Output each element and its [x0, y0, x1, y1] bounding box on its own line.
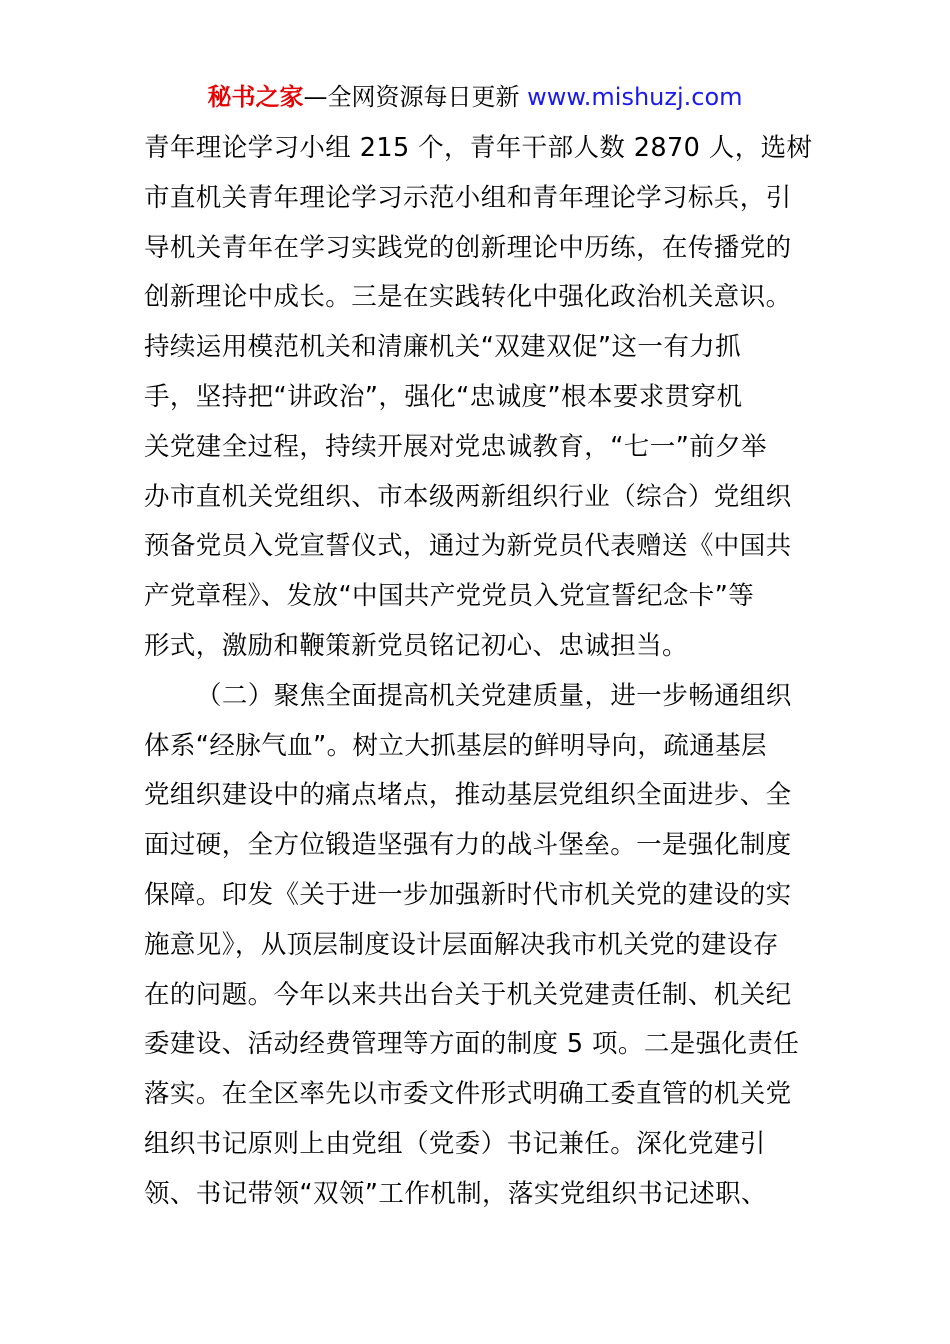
site-tagline: —全网资源每日更新	[303, 83, 528, 111]
text-line: 持续运用模范机关和清廉机关“双建双促”这一有力抓	[144, 332, 742, 363]
text-line: 面过硬，全方位锻造坚强有力的战斗堡垒。一是强化制度	[144, 830, 792, 861]
text-line: 施意见》，从顶层制度设计层面解决我市机关党的建设存	[144, 929, 779, 960]
text-line: 在的问题。今年以来共出台关于机关党建责任制、机关纪	[144, 979, 792, 1010]
text-line: 青年理论学习小组 215 个，青年干部人数 2870 人，选树	[144, 133, 813, 163]
text-line: 产党章程》、发放“中国共产党党员入党宣誓纪念卡”等	[144, 581, 755, 612]
text-line: 导机关青年在学习实践党的创新理论中历练，在传播党的	[144, 232, 792, 263]
text-line: 体系“经脉气血”。树立大抓基层的鲜明导向，疏通基层	[144, 730, 767, 761]
text-line: 预备党员入党宣誓仪式，通过为新党员代表赠送《中国共	[144, 531, 792, 562]
site-brand: 秘书之家	[207, 83, 304, 111]
site-url[interactable]: www.mishuzj.com	[527, 83, 743, 111]
text-line: 落实。在全区率先以市委文件形式明确工委直管的机关党	[144, 1079, 792, 1110]
text-line: 办市直机关党组织、市本级两新组织行业（综合）党组织	[144, 481, 792, 512]
text-line: 关党建全过程，持续开展对党忠诚教育，“七一”前夕举	[144, 431, 767, 462]
section-heading-line: （二）聚焦全面提高机关党建质量，进一步畅通组织	[196, 680, 792, 711]
text-line: 手，坚持把“讲政治”，强化“忠诚度”根本要求贯穿机	[144, 381, 743, 412]
text-line: 领、书记带领“双领”工作机制，落实党组织书记述职、	[144, 1178, 767, 1209]
text-line: 委建设、活动经费管理等方面的制度 5 项。二是强化责任	[144, 1029, 800, 1060]
text-line: 组织书记原则上由党组（党委）书记兼任。深化党建引	[144, 1128, 766, 1159]
text-line: 创新理论中成长。三是在实践转化中强化政治机关意识。	[144, 282, 792, 313]
text-line: 市直机关青年理论学习示范小组和青年理论学习标兵，引	[144, 182, 792, 213]
text-line: 党组织建设中的痛点堵点，推动基层党组织全面进步、全	[144, 780, 792, 811]
text-line: 形式，激励和鞭策新党员铭记初心、忠诚担当。	[144, 630, 688, 661]
text-line: 保障。印发《关于进一步加强新时代市机关党的建设的实	[144, 879, 792, 910]
document-body	[144, 124, 814, 1220]
page-header	[0, 80, 950, 114]
